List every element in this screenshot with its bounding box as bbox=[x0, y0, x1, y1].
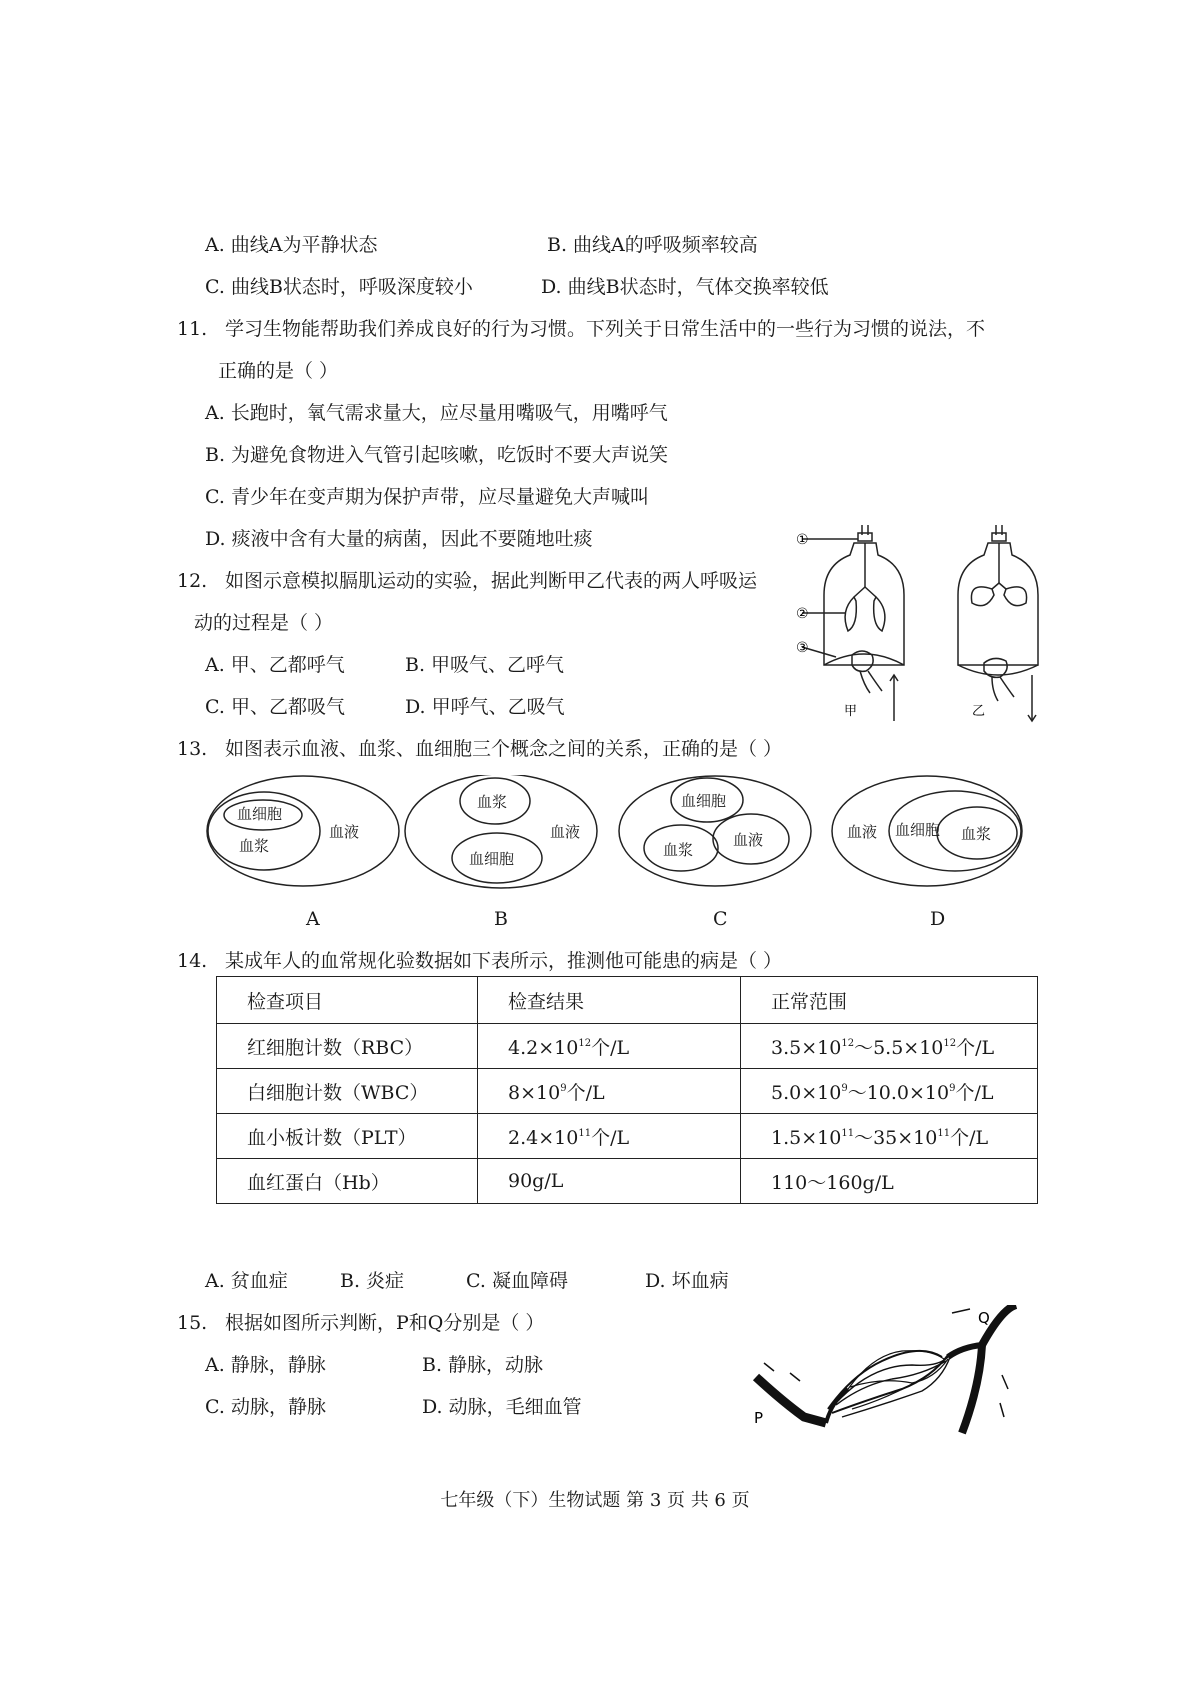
venn-a-xuexibao: 血细胞 bbox=[237, 805, 283, 823]
q14-option-c: C. 凝血障碍 bbox=[466, 1270, 568, 1292]
figure-label-3: ③ bbox=[796, 640, 809, 656]
figure-label-1: ① bbox=[796, 532, 809, 548]
q15-option-d: D. 动脉，毛细血管 bbox=[422, 1396, 582, 1418]
q11-stem-line2: 正确的是（ ） bbox=[218, 360, 339, 382]
venn-d-xuexibao: 血细胞 bbox=[895, 821, 941, 839]
table-cell-item: 白细胞计数（WBC） bbox=[217, 1069, 478, 1114]
venn-a-xuejiang: 血浆 bbox=[239, 837, 270, 855]
q12-stem-line1: 如图示意模拟膈肌运动的实验，据此判断甲乙代表的两人呼吸运 bbox=[225, 570, 758, 592]
figure-label-2: ② bbox=[796, 606, 809, 622]
table-header-row bbox=[217, 977, 1038, 1024]
table-cell-item: 红细胞计数（RBC） bbox=[217, 1024, 478, 1069]
q14-stem-text: 某成年人的血常规化验数据如下表所示，推测他可能患的病是（ ） bbox=[225, 950, 783, 972]
table-row bbox=[217, 1159, 1038, 1204]
q10-option-d: D. 曲线B状态时，气体交换率较低 bbox=[541, 276, 829, 298]
q11-stem-line1: 学习生物能帮助我们养成良好的行为习惯。下列关于日常生活中的一些行为习惯的说法，不 bbox=[225, 318, 986, 340]
q11-option-d: D. 痰液中含有大量的病菌，因此不要随地吐痰 bbox=[205, 528, 593, 550]
table-cell-normal: $1.5\times 10^{11}\sim 35\times 10^{11}$个/L bbox=[741, 1114, 1038, 1159]
q14-option-a: A. 贫血症 bbox=[205, 1270, 288, 1292]
q11-option-b: B. 为避免食物进入气管引起咳嗽，吃饭时不要大声说笑 bbox=[205, 444, 669, 466]
table-row bbox=[217, 1114, 1038, 1159]
venn-c-xueye: 血液 bbox=[733, 831, 764, 849]
table-cell-normal: $5.0\times 10^9\sim 10.0\times 10^9$个/L bbox=[741, 1069, 1038, 1114]
venn-label-c: C bbox=[713, 908, 728, 930]
venn-d-xuejiang: 血浆 bbox=[961, 825, 992, 843]
table-row bbox=[217, 1024, 1038, 1069]
question-number: 12. bbox=[177, 570, 208, 592]
q14-stem bbox=[177, 948, 782, 974]
q10-option-b: B. 曲线A的呼吸频率较高 bbox=[547, 234, 758, 256]
venn-b-xueye: 血液 bbox=[550, 823, 581, 841]
q14-option-b: B. 炎症 bbox=[340, 1270, 405, 1292]
q12-option-c: C. 甲、乙都吸气 bbox=[205, 696, 345, 718]
q14-option-d: D. 坏血病 bbox=[645, 1270, 729, 1292]
venn-b-xuexibao: 血细胞 bbox=[469, 850, 515, 868]
question-number: 14. bbox=[177, 950, 208, 972]
q15-option-a: A. 静脉，静脉 bbox=[205, 1354, 326, 1376]
venn-a-xueye: 血液 bbox=[329, 823, 360, 841]
q15-stem-text: 根据如图所示判断，P和Q分别是（ ） bbox=[225, 1312, 545, 1334]
q10-option-a: A. 曲线A为平静状态 bbox=[205, 234, 378, 256]
venn-c-xuejiang: 血浆 bbox=[663, 841, 694, 859]
question-number: 15. bbox=[177, 1312, 208, 1334]
capillary-network-figure bbox=[752, 1305, 1022, 1435]
table-header: 检查结果 bbox=[478, 977, 741, 1024]
question-number: 13. bbox=[177, 738, 208, 760]
venn-label-a: A bbox=[306, 908, 320, 930]
q15-stem bbox=[177, 1310, 544, 1336]
q10-option-c: C. 曲线B状态时，呼吸深度较小 bbox=[205, 276, 473, 298]
venn-label-b: B bbox=[494, 908, 508, 930]
q12-stem bbox=[177, 568, 757, 594]
figure-label-jia: 甲 bbox=[844, 704, 858, 719]
table-header: 正常范围 bbox=[741, 977, 1038, 1024]
blood-test-table bbox=[216, 976, 1038, 1204]
q12-stem-line2: 动的过程是（ ） bbox=[194, 612, 334, 634]
venn-d-xueye: 血液 bbox=[847, 823, 878, 841]
table-cell-normal: 110～160g/L bbox=[741, 1159, 1038, 1204]
q15-option-c: C. 动脉，静脉 bbox=[205, 1396, 326, 1418]
q13-stem bbox=[177, 736, 782, 762]
q11-option-c: C. 青少年在变声期为保护声带，应尽量避免大声喊叫 bbox=[205, 486, 649, 508]
table-cell-normal: $3.5\times 10^{12}\sim 5.5\times 10^{12}$个/L bbox=[741, 1024, 1038, 1069]
table-cell-result: $8\times 10^9$个/L bbox=[478, 1069, 741, 1114]
vessel-label-q: Q bbox=[978, 1309, 990, 1327]
table-cell-result: $4.2\times 10^{12}$个/L bbox=[478, 1024, 741, 1069]
page-footer: 七年级（下）生物试题 第 3 页 共 6 页 bbox=[440, 1490, 750, 1511]
table-header: 检查项目 bbox=[217, 977, 478, 1024]
blood-concept-venn-figure bbox=[205, 775, 1025, 895]
q13-stem-text: 如图表示血液、血浆、血细胞三个概念之间的关系，正确的是（ ） bbox=[225, 738, 783, 760]
q11-stem bbox=[177, 316, 985, 342]
venn-b-xuejiang: 血浆 bbox=[477, 793, 508, 811]
q12-option-b: B. 甲吸气、乙呼气 bbox=[405, 654, 565, 676]
q12-option-a: A. 甲、乙都呼气 bbox=[205, 654, 345, 676]
table-cell-result: $2.4\times 10^{11}$个/L bbox=[478, 1114, 741, 1159]
table-cell-item: 血红蛋白（Hb） bbox=[217, 1159, 478, 1204]
venn-c-xuexibao: 血细胞 bbox=[681, 792, 727, 810]
q12-option-d: D. 甲呼气、乙吸气 bbox=[405, 696, 565, 718]
venn-label-d: D bbox=[930, 908, 946, 930]
table-cell-result: 90g/L bbox=[478, 1159, 741, 1204]
question-number: 11. bbox=[177, 318, 208, 340]
q15-option-b: B. 静脉，动脉 bbox=[422, 1354, 544, 1376]
table-row bbox=[217, 1069, 1038, 1114]
bell-jar-diaphragm-figure bbox=[796, 525, 1046, 725]
q11-option-a: A. 长跑时，氧气需求量大，应尽量用嘴吸气，用嘴呼气 bbox=[205, 402, 668, 424]
table-cell-item: 血小板计数（PLT） bbox=[217, 1114, 478, 1159]
vessel-label-p: P bbox=[754, 1409, 764, 1427]
figure-label-yi: 乙 bbox=[972, 704, 986, 719]
